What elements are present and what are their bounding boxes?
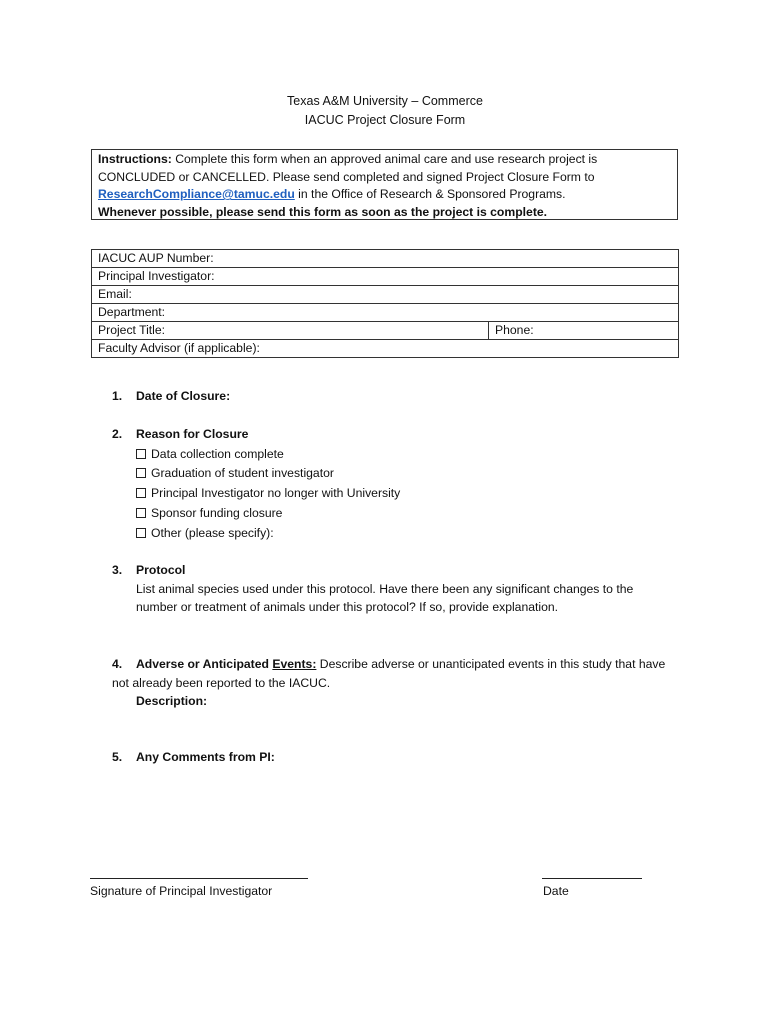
option-label: Principal Investigator no longer with University — [151, 486, 401, 501]
option-pi-left[interactable] — [136, 484, 400, 504]
instructions-box — [91, 149, 678, 220]
department-field[interactable]: Department: — [92, 304, 679, 322]
adverse-events-label: Adverse or Anticipated — [136, 657, 273, 671]
question-5 — [112, 748, 275, 767]
university-name: Texas A&M University – Commerce — [287, 94, 483, 108]
faculty-advisor-field[interactable]: Faculty Advisor (if applicable): — [92, 340, 679, 358]
instructions-text: Complete this form when an approved animal care and use research project is CONCLUDED or CANCELLED. Please send completed and signed Project Closure Form to — [98, 152, 598, 184]
option-label: Graduation of student investigator — [151, 466, 334, 481]
question-2 — [112, 425, 400, 543]
pi-signature-line[interactable] — [90, 878, 308, 879]
question-3 — [112, 561, 652, 617]
question-number: 4. — [112, 657, 123, 671]
question-4 — [112, 655, 680, 711]
option-label: Sponsor funding closure — [151, 505, 283, 520]
checkbox-icon[interactable] — [136, 468, 146, 478]
question-number: 5. — [112, 750, 123, 764]
checkbox-icon[interactable] — [136, 528, 146, 538]
adverse-events-text: Describe adverse or unanticipated events in this study that have not already been reported to the IACUC. — [112, 657, 666, 690]
protocol-label: Protocol — [136, 563, 186, 577]
option-graduation[interactable] — [136, 464, 400, 484]
project-info-table — [91, 249, 679, 358]
instructions-label: Instructions: — [98, 152, 172, 166]
pi-field[interactable]: Principal Investigator: — [92, 268, 679, 286]
compliance-email-link[interactable]: ResearchCompliance@tamuc.edu — [98, 187, 295, 202]
option-label: Data collection complete — [151, 446, 284, 461]
checkbox-icon[interactable] — [136, 508, 146, 518]
checkbox-icon[interactable] — [136, 449, 146, 459]
email-field[interactable]: Email: — [92, 286, 679, 304]
project-title-field[interactable]: Project Title: — [92, 322, 489, 340]
checkbox-icon[interactable] — [136, 488, 146, 498]
pi-signature-label: Signature of Principal Investigator — [90, 884, 273, 898]
question-number: 1. — [112, 389, 123, 403]
option-sponsor-funding[interactable] — [136, 504, 400, 524]
instructions-note: Whenever possible, please send this form as soon as the project is complete. — [98, 204, 548, 219]
phone-field[interactable]: Phone: — [489, 322, 679, 340]
pi-comments-label: Any Comments from PI: — [136, 750, 275, 764]
option-other[interactable] — [136, 524, 400, 544]
description-label: Description: — [136, 694, 208, 708]
protocol-text: List animal species used under this protocol. Have there been any significant changes to the number or treatment of animals under this protocol? If so, provide explanation. — [136, 581, 634, 614]
closure-options — [136, 445, 400, 544]
date-signature-line[interactable] — [542, 878, 642, 879]
aup-number-field[interactable]: IACUC AUP Number: — [92, 250, 679, 268]
option-label: Other (please specify): — [151, 525, 274, 540]
date-label: Date — [543, 884, 569, 898]
reason-for-closure-label: Reason for Closure — [136, 427, 249, 441]
option-data-collection[interactable] — [136, 445, 400, 465]
question-number: 2. — [112, 427, 123, 441]
question-1 — [112, 387, 230, 406]
instructions-text-2: in the Office of Research & Sponsored Programs. — [294, 187, 566, 202]
form-title: IACUC Project Closure Form — [304, 113, 466, 127]
adverse-events-underlined: Events: — [272, 657, 317, 671]
date-of-closure-label: Date of Closure: — [136, 389, 231, 403]
question-number: 3. — [112, 563, 123, 577]
